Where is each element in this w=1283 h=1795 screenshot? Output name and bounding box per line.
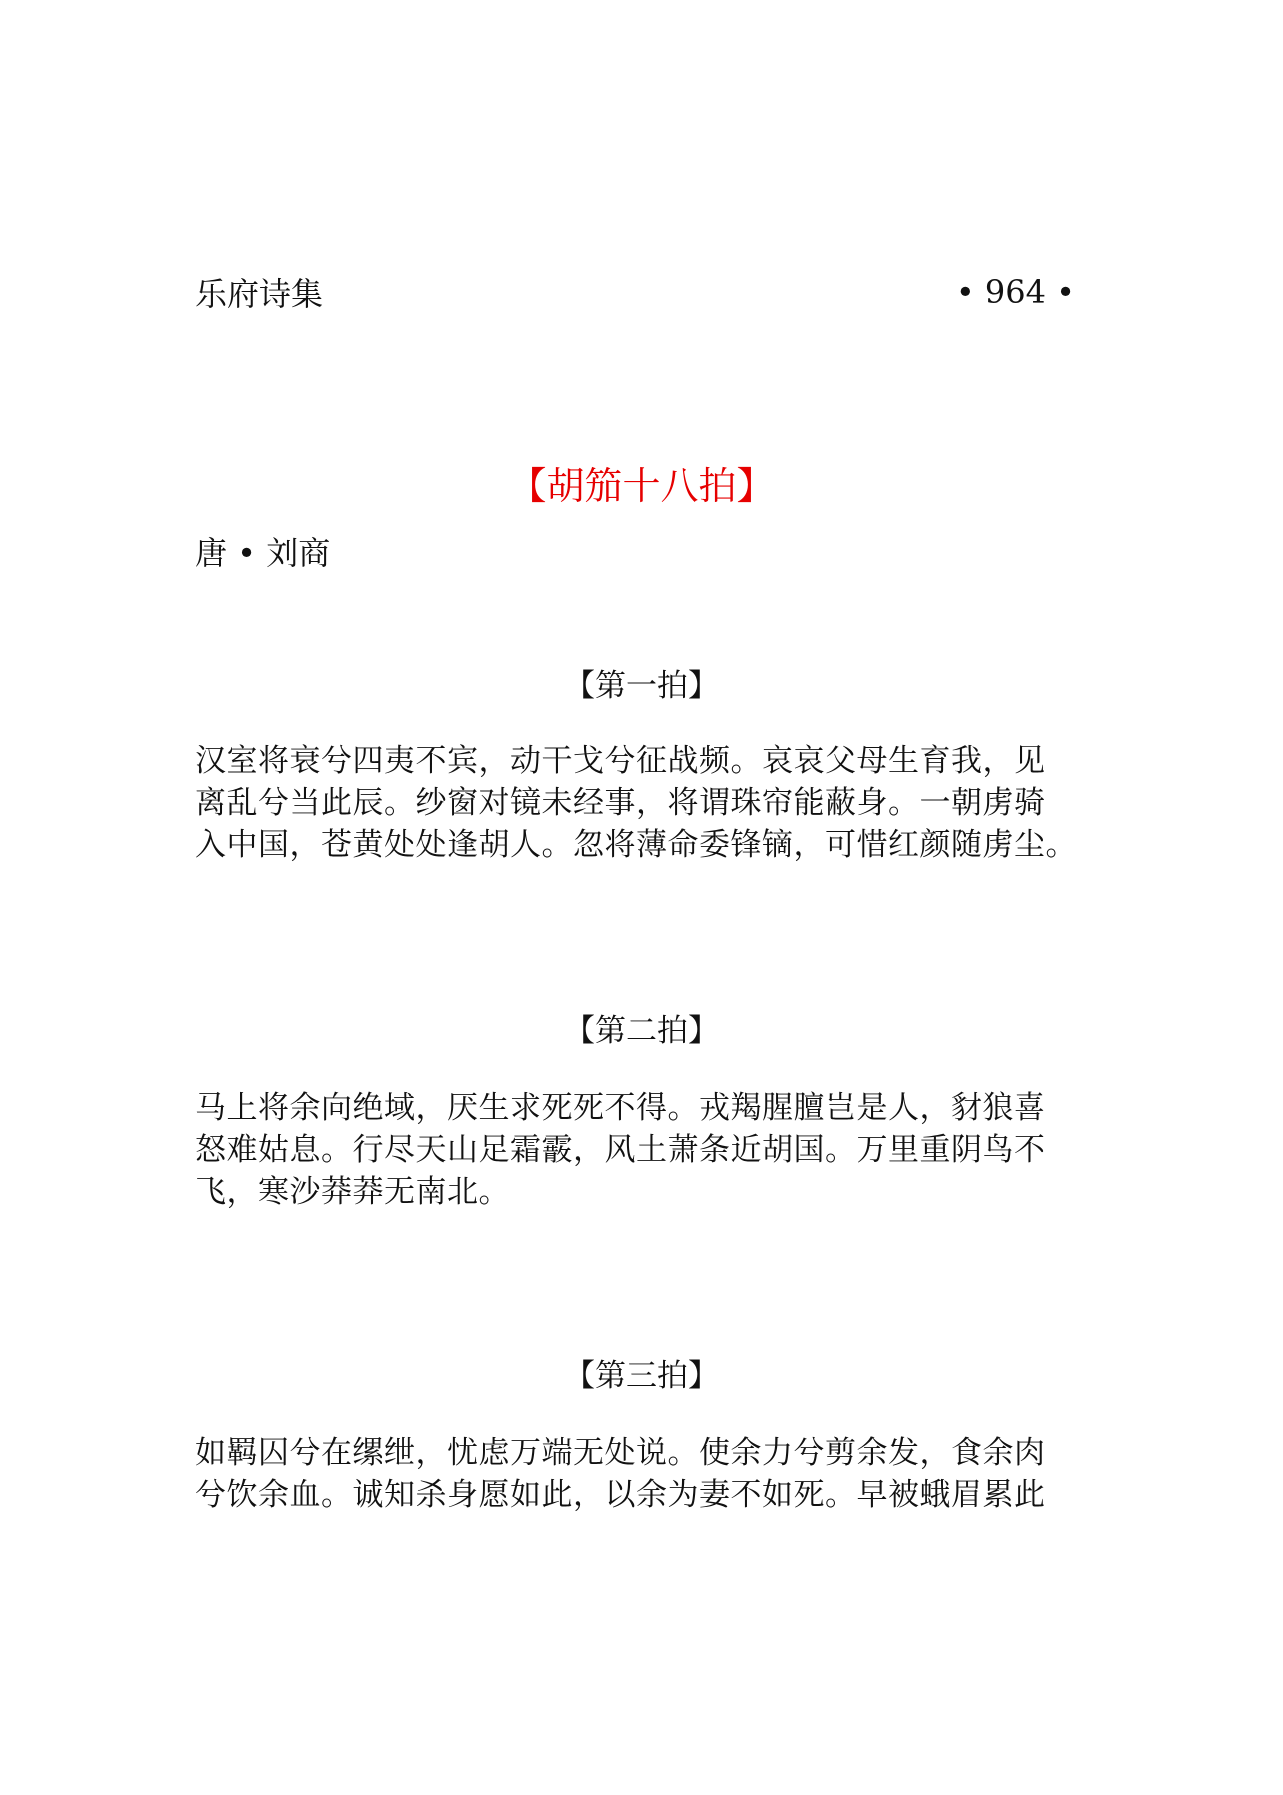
page-header — [195, 268, 1075, 316]
section-text-2 — [195, 1087, 1095, 1213]
poem-title: 【胡笳十八拍】 — [508, 464, 775, 508]
text-line: 兮饮余血。诚知杀身愿如此，以余为妻不如死。早被蛾眉累此 — [195, 1477, 1046, 1513]
text-line: 如羁囚兮在缧绁，忧虑万端无处说。使余力兮剪余发，食余肉 — [195, 1435, 1046, 1471]
text-line: 汉室将衰兮四夷不宾，动干戈兮征战频。哀哀父母生育我，见 — [195, 743, 1046, 779]
section-text-1 — [195, 740, 1095, 866]
page-number: • 964 • — [955, 273, 1075, 311]
section-text-3 — [195, 1432, 1095, 1516]
text-line: 飞，寒沙莽莽无南北。 — [195, 1174, 510, 1210]
text-line: 离乱兮当此辰。纱窗对镜未经事，将谓珠帘能蔽身。一朝虏骑 — [195, 785, 1046, 821]
section-heading-2: 【第二拍】 — [564, 1013, 719, 1049]
section-heading-1: 【第一拍】 — [564, 668, 719, 704]
text-line: 怒难姑息。行尽天山足霜霰，风土萧条近胡国。万里重阴鸟不 — [195, 1132, 1046, 1168]
poem-author: 唐 • 刘商 — [195, 534, 331, 572]
book-title: 乐府诗集 — [195, 275, 324, 313]
section-heading-3: 【第三拍】 — [564, 1358, 719, 1394]
text-line: 入中国，苍黄处处逢胡人。忽将薄命委锋镝，可惜红颜随虏尘。 — [195, 827, 1077, 863]
text-line: 马上将余向绝域，厌生求死死不得。戎羯腥膻岂是人，豺狼喜 — [195, 1090, 1046, 1126]
